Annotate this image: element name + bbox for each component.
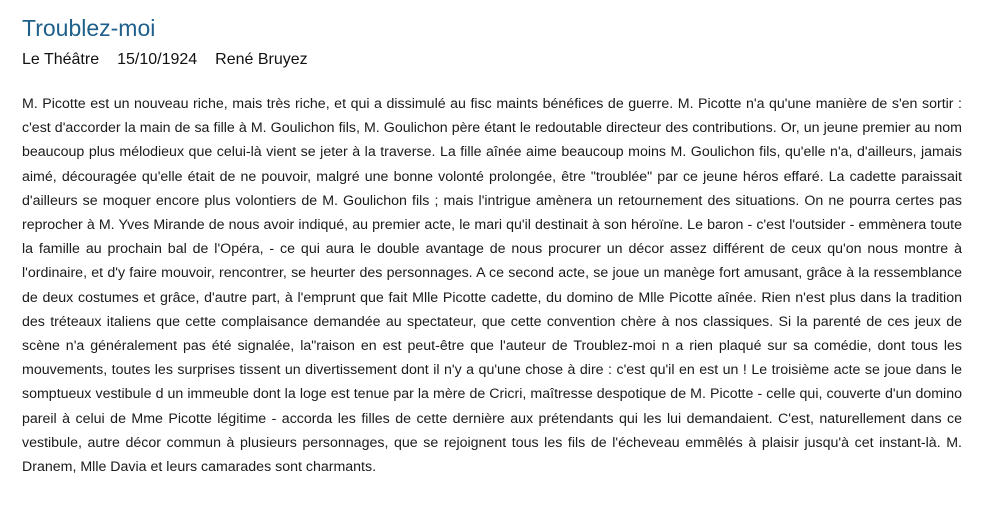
article-body: M. Picotte est un nouveau riche, mais très riche, et qui a dissimulé au fisc maints bénéfices de guerre. M. Picotte n'a qu'une manière de s'en sortir : c'est d'accorder la main de sa fille à M. Goulichon fils, M. Goulichon père étant le redoutable directeur des contributions. Or, un jeune premier au nom beaucoup plus mélodieux que celui-là vient se jeter à la traverse. La fille aînée aime beaucoup moins M. Goulichon fils, qu'elle n'a, d'ailleurs, jamais aimé, découragée qu'elle était de ne pouvoir, malgré une bonne volonté prolongée, être "troublée" par ce jeune héros effaré. La cadette paraissait d'ailleurs se moquer encore plus volontiers de M. Goulichon fils ; mais l'intrigue amènera un retournement des situations. On ne pourra certes pas reprocher à M. Yves Mirande de nous avoir indiqué, au premier acte, le mari qu'il destinait à son héroïne. Le baron - c'est l'outsider - emmènera toute la famille au prochain bal de l'Opéra, - ce qui aura le double avantage de nous procurer un décor assez différent de ceux qu'on nous montre à l'ordinaire, et d'y faire mouvoir, rencontrer, se heurter des personnages. A ce second acte, se joue un manège fort amusant, grâce à la ressemblance de deux costumes et grâce, d'autre part, à l'emprunt que fait Mlle Picotte cadette, du domino de Mlle Picotte aînée. Rien n'est plus dans la tradition des tréteaux italiens que cette complaisance demandée au spectateur, que cette convention chère à nos classiques. Si la parenté de ces jeux de scène n'a généralement pas été signalée, la"raison en est peut-être que l'auteur de Troublez-moi n a rien plaqué sur sa comédie, dont tous les mouvements, toutes les surprises tissent un divertissement dont il n'y a qu'une chose à dire : c'est qu'il en est un ! Le troisième acte se joue dans le somptueux vestibule d un immeuble dont la loge est tenue par la mère de Cricri, maîtresse despotique de M. Picotte - celle qui, couverte d'un domino pareil à celui de Mme Picotte légitime - accorda les filles de cette dernière aux prétendants qui les lui demandaient. C'est, naturellement dans ce vestibule, autre décor commun à plusieurs personnages, que se rejoignent tous les fils de l'écheveau emmêlés à plaisir jusqu'à cet instant-là. M. Dranem, Mlle Davia et leurs camarades sont charmants.: [22, 96, 962, 476]
article-meta: [22, 50, 966, 70]
article-source: Le Théâtre: [22, 51, 100, 68]
article-author: René Bruyez: [215, 51, 308, 68]
article-title: Troublez-moi: [22, 15, 156, 41]
article: [22, 14, 966, 493]
article-date: 15/10/1924: [117, 51, 198, 68]
